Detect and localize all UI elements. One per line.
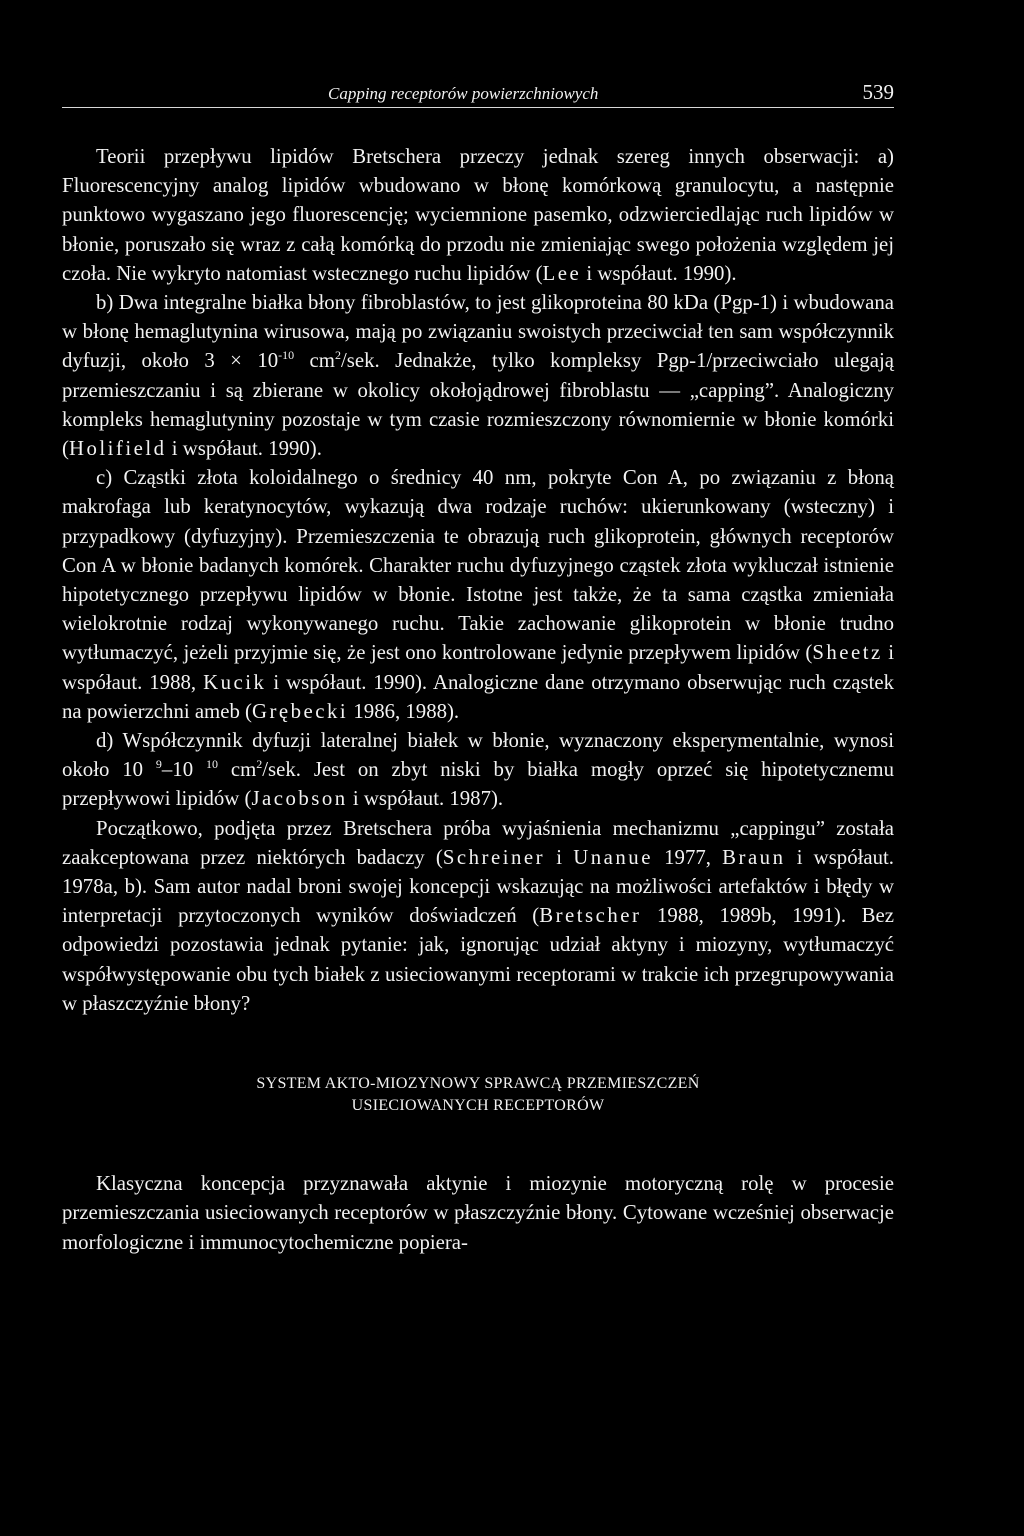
author-citation: Holifield — [68, 437, 167, 461]
author-citation: Bretscher — [539, 904, 642, 928]
running-header — [62, 78, 894, 108]
paragraph-2: b) Dwa integralne białka błony fibroblastów, to jest glikoproteina 80 kDa (Pgp-1) i wbudowana w błonę hemaglutynina wirusowa, mają po związaniu swoistych przeciwciał ten sam współczynnik dyfuzji, około $3 \times 10^{-10}$ $cm^2$/sek. Jednakże, tylko kompleksy Pgp-1/przeciwciało ulegają przemieszczaniu i są zbierane w okolicy okołojądrowej fibroblastu — „capping”. Analogiczny kompleks hemaglutyniny pozostaje w tym czasie rozmieszczony równomiernie w błonie komórki (Holifield i współaut. 1990). — [62, 291, 894, 461]
author-citation: Jacobson — [251, 787, 348, 811]
author-citation: Lee — [542, 261, 582, 285]
paragraph-3: c) Cząstki złota koloidalnego o średnicy 40 nm, pokryte Con A, po związaniu z błoną makrofaga lub keratynocytów, wykazują dwa rodzaje ruchów: ukierunkowany (wsteczny) i przypadkowy (dyfuzyjny). Przemieszczenia te obrazują ruch glikoprotein, głównych receptorów Con A w błonie badanych komórek. Charakter ruchu dyfuzyjnego cząstek złota wykluczał istnienie hipotetycznego przepływu lipidów w błonie. Istotne jest także, że ta sama cząstka zmieniała wielokrotnie rodzaj wykonywanego ruchu. Takie zachowanie glikoprotein w błonie trudno wytłumaczyć, jeżeli przyjmie się, że jest ono kontrolowane jedynie przepływem lipidów (Sheetz i współaut. 1988, Kucik i współaut. 1990). Analogiczne dane otrzymano obserwując ruch cząstek na powierzchni ameb (Grębecki 1986, 1988). — [62, 466, 894, 723]
author-citation: Sheetz — [812, 641, 883, 665]
paragraph-5: Początkowo, podjęta przez Bretschera próba wyjaśnienia mechanizmu „cappingu” została zaakceptowana przez niektórych badaczy (Schreiner i Unanue 1977, Braun i współaut. 1978a, b). Sam autor nadal broni swojej koncepcji wskazując na możliwości artefaktów i błędy w interpretacji przytoczonych wyników doświadczeń (Bretscher 1988, 1989b, 1991). Bez odpowiedzi pozostawia jednak pytanie: jak, ignorując udział aktyny i miozyny, wytłumaczyć współwystępowanie obu tych białek z usieciowanymi receptorami w trakcie ich przegrupowywania w płaszczyźnie błony? — [62, 816, 894, 1015]
section-heading: SYSTEM AKTO-MIOZYNOWY SPRAWCĄ PRZEMIESZCZEŃ USIECIOWANYCH RECEPTORÓW — [256, 1075, 700, 1115]
author-citation: Grębecki — [251, 699, 349, 723]
author-citation: Kucik — [203, 670, 267, 694]
author-citation: Braun — [722, 845, 786, 869]
body-text — [62, 142, 894, 1257]
paragraph-4: d) Współczynnik dyfuzji lateralnej białek w błonie, wyznaczony eksperymentalnie, wynosi około 10 $^9$–10 $^{10}$ $cm^2$/sek. Jest on zbyt niski by białka mogły oprzeć się hipotetycznemu przepływowi lipidów (Jacobson i współaut. 1987). — [62, 729, 894, 811]
document-page — [62, 78, 894, 1257]
author-citation: Unanue — [573, 845, 653, 869]
paragraph-6: Klasyczna koncepcja przyznawała aktynie i miozynie motoryczną rolę w procesie przemieszczania usieciowanych receptorów w płaszczyźnie błony. Cytowane wcześniej obserwacje morfologiczne i immunocytochemiczne popiera- — [62, 1172, 894, 1254]
author-citation: Schreiner — [442, 845, 546, 869]
page-number: 539 — [862, 80, 894, 104]
paragraph-1: Teorii przepływu lipidów Bretschera przeczy jednak szereg innych obserwacji: a) Fluorescencyjny analog lipidów wbudowano w błonę komórkową granulocytu, a następnie punktowo wygaszano jego fluorescencję; wyciemnione pasemko, odzwierciedlając ruch lipidów w błonie, poruszało się wraz z całą komórką do przodu nie zmieniając swego położenia względem jej czoła. Nie wykryto natomiast wstecznego ruchu lipidów (Lee i współaut. 1990). — [62, 145, 894, 285]
running-title: Capping receptorów powierzchniowych — [328, 84, 599, 103]
